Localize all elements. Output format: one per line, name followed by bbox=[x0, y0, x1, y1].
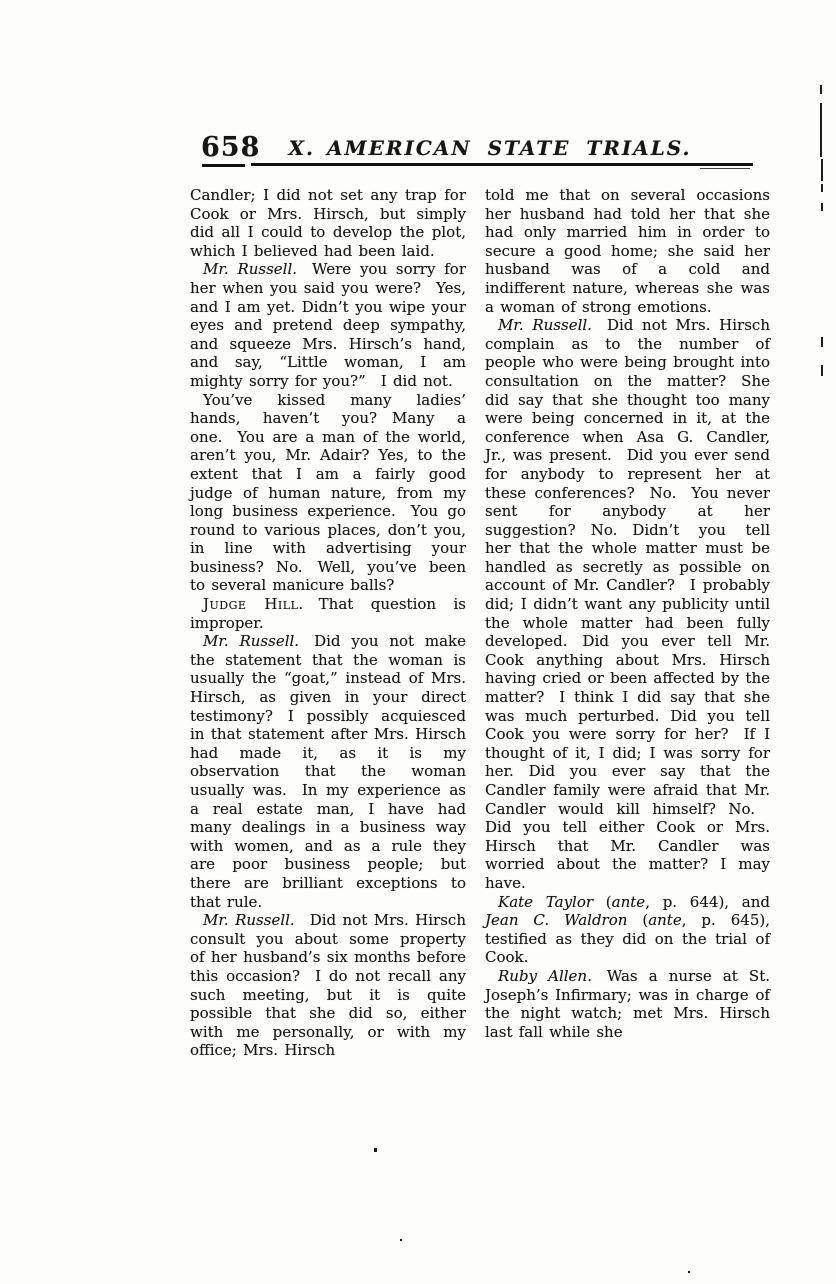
text-run: Candler; I did not set any trap for Cook or Mrs. Hirsch, but simply did all I could to develop the plot, which I believed had been laid. bbox=[190, 186, 466, 260]
paragraph-continuation bbox=[190, 186, 466, 260]
text-run: , p. 645), testified as they did on the trial of Cook. bbox=[485, 911, 770, 967]
citation-ante: ante bbox=[611, 892, 646, 911]
paragraph-testimony bbox=[485, 967, 770, 1041]
paragraph-continuation bbox=[485, 186, 770, 316]
paragraph-qa bbox=[485, 316, 770, 892]
scan-artifact-speck bbox=[400, 1239, 402, 1241]
speaker-label: Mr. Russell. bbox=[203, 260, 298, 279]
left-column bbox=[190, 186, 466, 1060]
paragraph-qa bbox=[190, 391, 466, 596]
text-run: Were you sorry for her when you said you were? Yes, and I am yet. Didn’t you wipe your eyes and pretend deep sympathy, and squeeze Mrs. Hirsch’s hand, and say, “Little woman, I am mighty sorry for you?” I did not. bbox=[190, 260, 466, 390]
scan-artifact-speck bbox=[688, 1271, 690, 1273]
scan-artifact-line bbox=[821, 159, 823, 181]
scan-artifact-line bbox=[821, 365, 823, 376]
witness-name: Ruby Allen. bbox=[498, 966, 592, 985]
paragraph-ruling bbox=[190, 595, 466, 632]
scan-artifact-speck bbox=[374, 1148, 377, 1152]
paragraph-qa bbox=[190, 911, 466, 1060]
text-run: That question is improper. bbox=[190, 595, 466, 632]
text-run: ( bbox=[593, 892, 612, 911]
scan-artifact-line bbox=[820, 85, 822, 94]
scan-artifact-line bbox=[821, 184, 823, 192]
paragraph-qa bbox=[190, 260, 466, 390]
speaker-label-judge: Judge Hill. bbox=[203, 595, 304, 614]
text-run: told me that on several occasions her husband had told her that she had only married him in order to secure a good home; she said her husband was of a cold and indifferent nature, whereas she was a woman of strong emotions. bbox=[485, 186, 770, 316]
header-rule-segment bbox=[202, 164, 245, 167]
speaker-label: Mr. Russell. bbox=[498, 316, 592, 335]
witness-name: Kate Taylor bbox=[498, 892, 594, 911]
text-run: Was a nurse at St. Joseph’s Infirmary; was in charge of the night watch; met Mrs. Hirsch last fall while she bbox=[485, 966, 770, 1041]
paragraph-qa bbox=[190, 632, 466, 911]
paragraph-witness-note bbox=[485, 893, 770, 967]
scan-artifact-line bbox=[820, 103, 822, 157]
scan-artifact-line bbox=[821, 337, 823, 347]
scan-artifact-line bbox=[821, 203, 823, 211]
text-run: , p. 644), and bbox=[645, 892, 771, 911]
speaker-label: Mr. Russell. bbox=[203, 911, 295, 930]
running-title: X. AMERICAN STATE TRIALS. bbox=[288, 136, 692, 160]
text-run: Did not Mrs. Hirsch complain as to the number of people who were being brought into consultation on the matter? She did say that she thought too many were being concerned in it, at the conference when Asa G. Candler, Jr., was present. Did you ever send for anybody to represent her at these conferences? No. You never sent for anybody at her suggestion? No. Didn’t you tell her that the whole matter must be handled as secretly as possible on account of Mr. Candler? I probably did; I didn’t want any publicity until the whole matter had been fully developed. Did you ever tell Mr. Cook anything about Mrs. Hirsch having cried or been affected by the matter? I think I did say that she was much perturbed. Did you tell Cook you were sorry for her? If I thought of it, I did; I was sorry for her. Did you ever say that the Candler family were afraid that Mr. Candler would kill himself? No. Did you tell either Cook or Mrs. Hirsch that Mr. Candler was worried about the matter? I may have. bbox=[485, 316, 770, 892]
witness-name: Jean C. Waldron bbox=[485, 911, 628, 930]
speaker-label: Mr. Russell. bbox=[203, 632, 300, 651]
right-column bbox=[485, 186, 770, 1060]
text-run: Did not Mrs. Hirsch consult you about some property of her husband’s six months before this occasion? I do not recall any such meeting, but it is quite possible that she did so, either with me personally, or with my office; Mrs. Hirsch bbox=[190, 911, 466, 1060]
page-number: 658 bbox=[201, 132, 261, 163]
header-rule bbox=[251, 163, 753, 166]
text-run: You’ve kissed many ladies’ hands, haven’t you? Many a one. You are a man of the world, aren’t you, Mr. Adair? Yes, to the extent that I am a fairly good judge of human nature, from my long business experience. You go round to various places, don’t you, in line with advertising your business? No. Well, you’ve been to several manicure balls? bbox=[190, 390, 466, 595]
text-run: Did you not make the statement that the woman is usually the “goat,” instead of Mrs. Hirsch, as given in your direct testimony? I possibly acquiesced in that statement after Mrs. Hirsch had made it, as it is my observation that the woman usually was. In my experience as a real estate man, I have had many dealings in a business way with women, and as a rule they are poor business people; but there are brilliant exceptions to that rule. bbox=[190, 632, 467, 911]
citation-ante: ante bbox=[648, 911, 682, 930]
header-rule-ghost bbox=[700, 168, 750, 169]
text-columns bbox=[190, 186, 770, 1060]
text-run: ( bbox=[627, 911, 649, 930]
